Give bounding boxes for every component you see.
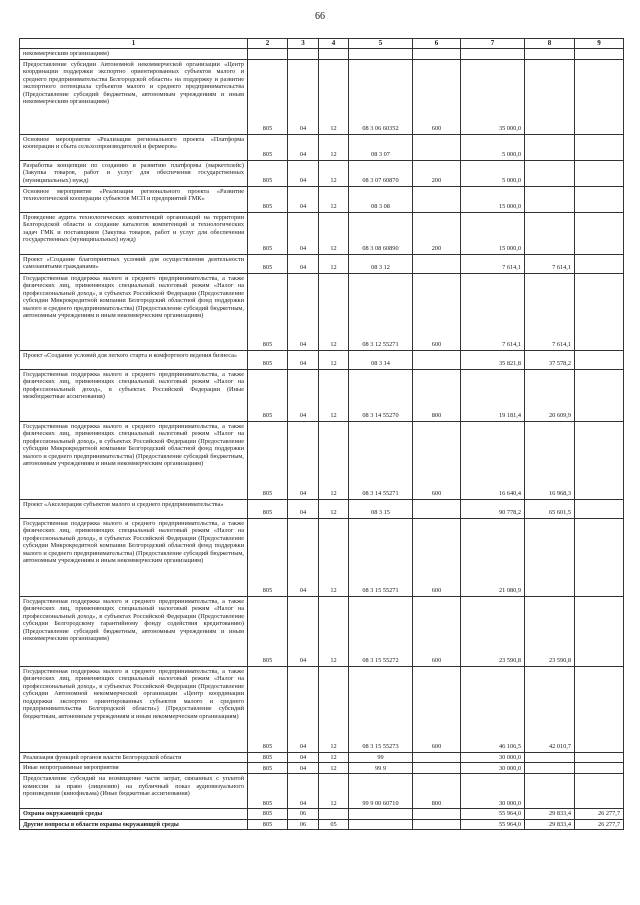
chapter-code: 805 bbox=[248, 809, 288, 820]
page-number: 66 bbox=[315, 11, 325, 22]
target-item-code: 99 bbox=[349, 752, 413, 763]
amount-year-1: 15 000,0 bbox=[461, 186, 525, 212]
budget-table bbox=[19, 38, 624, 830]
amount-year-1: 30 000,0 bbox=[461, 752, 525, 763]
amount-year-3 bbox=[575, 518, 624, 596]
header-cell-9: 9 bbox=[575, 39, 624, 49]
row-name: Другие вопросы в области охраны окружающей среды bbox=[20, 819, 248, 830]
chapter-code bbox=[248, 49, 288, 60]
expense-type-code bbox=[413, 254, 461, 273]
subsection-code: 12 bbox=[319, 254, 349, 273]
section-code: 04 bbox=[288, 160, 319, 186]
section-code: 04 bbox=[288, 273, 319, 350]
chapter-code: 805 bbox=[248, 59, 288, 134]
section-code: 04 bbox=[288, 518, 319, 596]
row-name: Основное мероприятие «Реализация регионального проекта «Платформа кооперации и сбыта сельхозпроизводителей и фермеров» bbox=[20, 134, 248, 160]
chapter-code: 805 bbox=[248, 160, 288, 186]
chapter-code: 805 bbox=[248, 254, 288, 273]
table-row bbox=[20, 819, 624, 830]
chapter-code: 805 bbox=[248, 212, 288, 254]
chapter-code: 805 bbox=[248, 518, 288, 596]
expense-type-code: 200 bbox=[413, 160, 461, 186]
table-row bbox=[20, 518, 624, 596]
target-item-code: 08 3 15 bbox=[349, 499, 413, 518]
subsection-code: 12 bbox=[319, 774, 349, 809]
subsection-code: 05 bbox=[319, 819, 349, 830]
section-code bbox=[288, 49, 319, 60]
target-item-code: 99 9 00 60710 bbox=[349, 774, 413, 809]
row-name: Предоставление субсидии Автономной некоммерческой организации «Центр координации поддержки экспортно ориентированных субъектов малого и среднего предпринимательства Белгородской области» на поддержку и развитие экспортного потенциала субъектов малого и среднего предпринимательства (Предоставление субсидий бюджетным, автономным учреждениям и иным некоммерческим организациям) bbox=[20, 59, 248, 134]
amount-year-3 bbox=[575, 212, 624, 254]
table-row bbox=[20, 160, 624, 186]
target-item-code: 08 3 08 bbox=[349, 186, 413, 212]
chapter-code: 805 bbox=[248, 752, 288, 763]
expense-type-code: 600 bbox=[413, 518, 461, 596]
amount-year-2 bbox=[525, 160, 575, 186]
amount-year-2 bbox=[525, 212, 575, 254]
row-name: Государственная поддержка малого и среднего предпринимательства, а также физических лиц, применяющих специальный налоговый режим «Налог на профессиональный доход», в субъектах Российской Федерации (Предоставление субсидии Микрокредитной компании Белгородский областной фонд поддержки малого и среднего предпринимательства) (Предоставление субсидий бюджетным, автономным учреждениям и иным некоммерческим организациям) bbox=[20, 421, 248, 499]
amount-year-1: 7 614,1 bbox=[461, 254, 525, 273]
amount-year-1: 16 640,4 bbox=[461, 421, 525, 499]
table-row bbox=[20, 369, 624, 421]
chapter-code: 805 bbox=[248, 763, 288, 774]
expense-type-code bbox=[413, 49, 461, 60]
expense-type-code: 800 bbox=[413, 774, 461, 809]
section-code: 04 bbox=[288, 186, 319, 212]
amount-year-2: 23 590,8 bbox=[525, 596, 575, 666]
subsection-code: 12 bbox=[319, 160, 349, 186]
amount-year-2 bbox=[525, 518, 575, 596]
amount-year-1: 55 964,0 bbox=[461, 819, 525, 830]
table-header bbox=[20, 39, 624, 49]
amount-year-1: 35 821,8 bbox=[461, 350, 525, 369]
header-cell-8: 8 bbox=[525, 39, 575, 49]
subsection-code: 12 bbox=[319, 666, 349, 752]
amount-year-1: 5 000,0 bbox=[461, 160, 525, 186]
chapter-code: 805 bbox=[248, 421, 288, 499]
row-name: Предоставление субсидий на возмещение части затрат, связанных с уплатой комиссии за право (лицензию) на публичный показ аудиовизуального произведения (кинофильма) (Иные бюджетные ассигнования) bbox=[20, 774, 248, 809]
target-item-code: 08 3 15 55273 bbox=[349, 666, 413, 752]
amount-year-3 bbox=[575, 752, 624, 763]
amount-year-3 bbox=[575, 596, 624, 666]
row-name: Государственная поддержка малого и среднего предпринимательства, а также физических лиц, применяющих специальный налоговый режим «Налог на профессиональный доход», в субъектах Российской Федерации (Предоставление субсидии Белгородскому гарантийному фонду содействия кредитованию) (Предоставление субсидий бюджетным, автономным учреждениям и иным некоммерческим организациям) bbox=[20, 596, 248, 666]
subsection-code: 12 bbox=[319, 369, 349, 421]
section-code: 04 bbox=[288, 774, 319, 809]
expense-type-code bbox=[413, 809, 461, 820]
amount-year-2: 16 968,3 bbox=[525, 421, 575, 499]
row-name: Государственная поддержка малого и среднего предпринимательства, а также физических лиц, применяющих специальный налоговый режим «Налог на профессиональный доход», в субъектах Российской Федерации (Предоставление субсидии Автономной некоммерческой организации «Центр координации поддержки экспортно ориентированных субъектов малого и среднего предпринимательства Белгородской области») (Предоставление субсидий бюджетным, автономным учреждениям и иным некоммерческим организациям) bbox=[20, 666, 248, 752]
expense-type-code: 600 bbox=[413, 596, 461, 666]
table-row bbox=[20, 421, 624, 499]
expense-type-code bbox=[413, 499, 461, 518]
amount-year-3 bbox=[575, 160, 624, 186]
section-code: 04 bbox=[288, 369, 319, 421]
row-name: Государственная поддержка малого и среднего предпринимательства, а также физических лиц, применяющих специальный налоговый режим «Налог на профессиональный доход», в субъектах Российской Федерации (Предоставление субсидии Микрокредитной компании Белгородский областной фонд поддержки малого и среднего предпринимательства) (Предоставление субсидий бюджетным, автономным учреждениям и иным некоммерческим организациям) bbox=[20, 273, 248, 350]
subsection-code: 12 bbox=[319, 134, 349, 160]
header-cell-3: 3 bbox=[288, 39, 319, 49]
subsection-code: 12 bbox=[319, 186, 349, 212]
table-row bbox=[20, 666, 624, 752]
expense-type-code bbox=[413, 819, 461, 830]
section-code: 04 bbox=[288, 350, 319, 369]
target-item-code bbox=[349, 819, 413, 830]
amount-year-1: 7 614,1 bbox=[461, 273, 525, 350]
target-item-code: 08 3 12 bbox=[349, 254, 413, 273]
header-cell-2: 2 bbox=[248, 39, 288, 49]
amount-year-2: 65 601,5 bbox=[525, 499, 575, 518]
section-code: 04 bbox=[288, 596, 319, 666]
section-code: 04 bbox=[288, 666, 319, 752]
amount-year-2 bbox=[525, 134, 575, 160]
amount-year-3: 26 277,7 bbox=[575, 809, 624, 820]
subsection-code: 12 bbox=[319, 596, 349, 666]
amount-year-3 bbox=[575, 273, 624, 350]
amount-year-3: 26 277,7 bbox=[575, 819, 624, 830]
subsection-code: 12 bbox=[319, 350, 349, 369]
row-name: Охрана окружающей среды bbox=[20, 809, 248, 820]
amount-year-1: 90 778,2 bbox=[461, 499, 525, 518]
chapter-code: 805 bbox=[248, 596, 288, 666]
amount-year-2: 37 578,2 bbox=[525, 350, 575, 369]
header-cell-5: 5 bbox=[349, 39, 413, 49]
expense-type-code: 600 bbox=[413, 273, 461, 350]
amount-year-3 bbox=[575, 254, 624, 273]
chapter-code: 805 bbox=[248, 273, 288, 350]
expense-type-code: 200 bbox=[413, 212, 461, 254]
section-code: 06 bbox=[288, 809, 319, 820]
chapter-code: 805 bbox=[248, 499, 288, 518]
section-code: 04 bbox=[288, 421, 319, 499]
row-name: Государственная поддержка малого и среднего предпринимательства, а также физических лиц, применяющих специальный налоговый режим «Налог на профессиональный доход», в субъектах Российской Федерации (Предоставление субсидии Микрокредитной компании Белгородский областной фонд поддержки малого и среднего предпринимательства) (Предоставление субсидий бюджетным, автономным учреждениям и иным некоммерческим организациям) bbox=[20, 518, 248, 596]
table-row bbox=[20, 774, 624, 809]
amount-year-3 bbox=[575, 763, 624, 774]
table-row bbox=[20, 752, 624, 763]
section-code: 04 bbox=[288, 499, 319, 518]
header-cell-7: 7 bbox=[461, 39, 525, 49]
header-cell-1: 1 bbox=[20, 39, 248, 49]
amount-year-3 bbox=[575, 134, 624, 160]
table-row bbox=[20, 499, 624, 518]
chapter-code: 805 bbox=[248, 774, 288, 809]
target-item-code bbox=[349, 809, 413, 820]
target-item-code: 08 3 07 60870 bbox=[349, 160, 413, 186]
row-name: Государственная поддержка малого и среднего предпринимательства, а также физических лиц, применяющих специальный налоговый режим «Налог на профессиональный доход», в субъектах Российской Федерации (Иные межбюджетные ассигнования) bbox=[20, 369, 248, 421]
header-row bbox=[20, 39, 624, 49]
row-name: Иные непрограммные мероприятия bbox=[20, 763, 248, 774]
target-item-code: 08 3 14 55270 bbox=[349, 369, 413, 421]
table-row bbox=[20, 273, 624, 350]
amount-year-2: 29 833,4 bbox=[525, 809, 575, 820]
amount-year-1: 30 000,0 bbox=[461, 774, 525, 809]
row-name: Проект «Создание условий для легкого старта и комфортного ведения бизнеса» bbox=[20, 350, 248, 369]
amount-year-2 bbox=[525, 59, 575, 134]
amount-year-2: 42 010,7 bbox=[525, 666, 575, 752]
target-item-code: 08 3 14 55271 bbox=[349, 421, 413, 499]
row-name: Проведение аудита технологических компетенций организаций на территории Белгородской области и создание каталогов компетенций и технологических задач ГМК и поставщиков (Закупка товаров, работ и услуг для обеспечения государственных (муниципальных) нужд) bbox=[20, 212, 248, 254]
amount-year-2: 7 614,1 bbox=[525, 254, 575, 273]
section-code: 04 bbox=[288, 59, 319, 134]
table-row bbox=[20, 134, 624, 160]
amount-year-3 bbox=[575, 666, 624, 752]
section-code: 04 bbox=[288, 763, 319, 774]
subsection-code: 12 bbox=[319, 212, 349, 254]
amount-year-3 bbox=[575, 369, 624, 421]
expense-type-code bbox=[413, 752, 461, 763]
amount-year-1: 55 964,0 bbox=[461, 809, 525, 820]
target-item-code: 08 3 15 55272 bbox=[349, 596, 413, 666]
target-item-code: 99 9 bbox=[349, 763, 413, 774]
row-name: Основное мероприятие «Реализация регионального проекта «Развитие технологической кооперации субъектов МСП и предприятий ГМК» bbox=[20, 186, 248, 212]
chapter-code: 805 bbox=[248, 819, 288, 830]
chapter-code: 805 bbox=[248, 134, 288, 160]
amount-year-3 bbox=[575, 774, 624, 809]
table-row bbox=[20, 212, 624, 254]
table-row bbox=[20, 350, 624, 369]
target-item-code bbox=[349, 49, 413, 60]
subsection-code bbox=[319, 49, 349, 60]
section-code: 04 bbox=[288, 134, 319, 160]
expense-type-code bbox=[413, 186, 461, 212]
table-body bbox=[20, 49, 624, 830]
row-name: Проект «Акселерация субъектов малого и среднего предпринимательства» bbox=[20, 499, 248, 518]
target-item-code: 08 3 12 55271 bbox=[349, 273, 413, 350]
target-item-code: 08 3 06 60352 bbox=[349, 59, 413, 134]
expense-type-code bbox=[413, 763, 461, 774]
section-code: 04 bbox=[288, 254, 319, 273]
subsection-code: 12 bbox=[319, 518, 349, 596]
expense-type-code: 800 bbox=[413, 369, 461, 421]
chapter-code: 805 bbox=[248, 350, 288, 369]
amount-year-2 bbox=[525, 752, 575, 763]
amount-year-1: 21 080,9 bbox=[461, 518, 525, 596]
amount-year-2 bbox=[525, 49, 575, 60]
amount-year-1: 19 181,4 bbox=[461, 369, 525, 421]
row-name: некоммерческим организациям) bbox=[20, 49, 248, 60]
amount-year-1: 15 000,0 bbox=[461, 212, 525, 254]
target-item-code: 08 3 14 bbox=[349, 350, 413, 369]
subsection-code: 12 bbox=[319, 499, 349, 518]
expense-type-code: 600 bbox=[413, 666, 461, 752]
row-name: Разработка концепции по созданию и развитию платформы (маркетплейс) (Закупка товаров, работ и услуг для обеспечения государственных (муниципальных) нужд) bbox=[20, 160, 248, 186]
row-name: Реализация функций органов власти Белгородской области bbox=[20, 752, 248, 763]
table-row bbox=[20, 59, 624, 134]
section-code: 06 bbox=[288, 819, 319, 830]
table-row bbox=[20, 763, 624, 774]
amount-year-3 bbox=[575, 499, 624, 518]
header-cell-4: 4 bbox=[319, 39, 349, 49]
subsection-code: 12 bbox=[319, 752, 349, 763]
amount-year-1: 35 000,0 bbox=[461, 59, 525, 134]
amount-year-1: 23 590,8 bbox=[461, 596, 525, 666]
amount-year-2: 29 833,4 bbox=[525, 819, 575, 830]
amount-year-3 bbox=[575, 421, 624, 499]
amount-year-2 bbox=[525, 186, 575, 212]
amount-year-3 bbox=[575, 59, 624, 134]
header-cell-6: 6 bbox=[413, 39, 461, 49]
section-code: 04 bbox=[288, 752, 319, 763]
chapter-code: 805 bbox=[248, 666, 288, 752]
subsection-code: 12 bbox=[319, 421, 349, 499]
amount-year-2 bbox=[525, 763, 575, 774]
subsection-code: 12 bbox=[319, 273, 349, 350]
subsection-code bbox=[319, 809, 349, 820]
chapter-code: 805 bbox=[248, 186, 288, 212]
table-row bbox=[20, 254, 624, 273]
amount-year-1: 46 106,5 bbox=[461, 666, 525, 752]
table-row bbox=[20, 49, 624, 60]
amount-year-3 bbox=[575, 350, 624, 369]
amount-year-3 bbox=[575, 186, 624, 212]
expense-type-code: 600 bbox=[413, 421, 461, 499]
amount-year-2 bbox=[525, 774, 575, 809]
amount-year-1: 30 000,0 bbox=[461, 763, 525, 774]
amount-year-1: 5 000,0 bbox=[461, 134, 525, 160]
expense-type-code bbox=[413, 134, 461, 160]
chapter-code: 805 bbox=[248, 369, 288, 421]
expense-type-code: 600 bbox=[413, 59, 461, 134]
amount-year-1 bbox=[461, 49, 525, 60]
target-item-code: 08 3 15 55271 bbox=[349, 518, 413, 596]
table-row bbox=[20, 809, 624, 820]
subsection-code: 12 bbox=[319, 763, 349, 774]
amount-year-3 bbox=[575, 49, 624, 60]
amount-year-2: 7 614,1 bbox=[525, 273, 575, 350]
expense-type-code bbox=[413, 350, 461, 369]
subsection-code: 12 bbox=[319, 59, 349, 134]
target-item-code: 08 3 07 bbox=[349, 134, 413, 160]
table-row bbox=[20, 596, 624, 666]
target-item-code: 08 3 08 60890 bbox=[349, 212, 413, 254]
section-code: 04 bbox=[288, 212, 319, 254]
row-name: Проект «Создание благоприятных условий для осуществления деятельности самозанятыми гражданами» bbox=[20, 254, 248, 273]
table-row bbox=[20, 186, 624, 212]
amount-year-2: 20 609,9 bbox=[525, 369, 575, 421]
